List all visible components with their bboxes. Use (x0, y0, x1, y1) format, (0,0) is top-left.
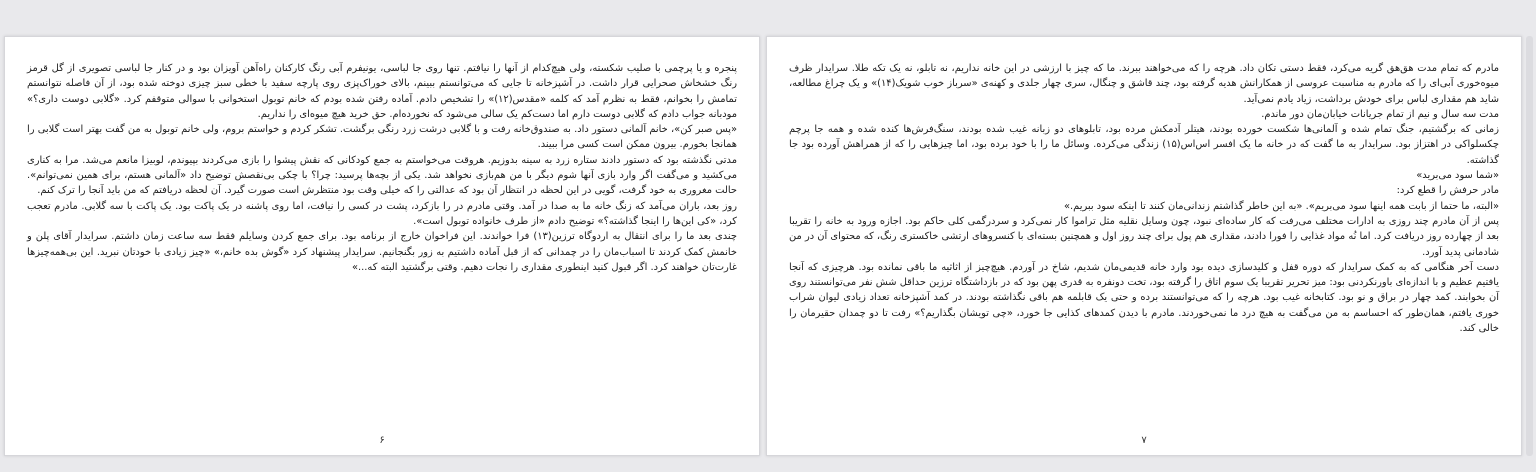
paragraph: مادر حرفش را قطع کرد: (1396, 185, 1499, 197)
paragraph: مدت سه سال و نیم از تمام جریانات خیابان‌مان دور ماندم. (1261, 108, 1499, 120)
paragraph: «البته، ما حتما از بابت همه اینها سود می‌بریم». «به این خاطر گذاشتم زندانی‌مان کنند تا اینکه سود ببریم.» (1063, 200, 1499, 212)
paragraph: چندی بعد ما را برای انتقال به اردوگاه ترزین(۱۳) فرا خواندند. این فراخوان خارج از برنامه بود. برای جمع کردن وسایلم فقط سه ساعت زمان داشتم. سرایدار آقای پلن و خانمش کمک کردند تا اسباب‌مان را در چمدانی که از قبل آماده داشتیم به زور بگنجانیم. سرایدار پیشنهاد کرد «گوش بده خانم،» «چیز زیادی با خودتان نبرید. این بی‌همه‌چیزها غارت‌تان خواهند کرد. اگر قبول کنید اینطوری مقداری را نجات دهیم. وقتی برگشتید البته که...» (27, 231, 737, 273)
paragraph: زمانی که برگشتیم، جنگ تمام شده و آلمانی‌ها شکست خورده بودند، هیتلر آدمکش مرده بود، تابلوهای دو زبانه غیب شده بودند، سنگ‌فرش‌ها کنده شده و همه جا پرچم چکسلواکی در اهتزاز بود. سرایدار به ما گفت که در خانه ما یک افسر اس‌اس(۱۵) زندگی می‌کرده. وسائل ما را با خود برده بود، اما چیزهایی را که از همراهش آورده بود جا گذاشته. (789, 124, 1499, 166)
paragraph: «پس صبر کن»، خانم آلمانی دستور داد. به صندوق‌خانه رفت و با گلابی درشت زرد رنگی برگشت. تشکر کردم و خواستم بروم، ولی خانم توبول به من گفت بهتر است گلابی را همانجا بخورم. بیرون ممکن است کسی مرا ببیند. (27, 124, 737, 151)
right-page (766, 36, 1522, 456)
left-page (4, 36, 760, 456)
page-number: ۶ (379, 435, 385, 446)
paragraph: دست آخر هنگامی که به کمک سرایدار که دوره قفل و کلیدسازی دیده بود وارد خانه قدیمی‌مان شدیم، شاخ در آوردم. هیچ‌چیز از اثاثیه ما باقی نمانده بود. هرچیزی که آنجا یافتیم عظیم و با اندازه‌ای باورنکردنی بود: میز تحریر تقریبا یک سوم اتاق را گرفته بود، تخت دونفره به قدری پهن بود که در بازداشتگاه ترزین حداقل شش نفر می‌توانستند روی آن بخوابند. کمد چهار در براق و نو بود. کتابخانه غیب بود. هرچه را که می‌توانستند برده و حتی یک قابلمه هم باقی نگذاشته بودند. در کمد آشپزخانه تعداد زیادی لیوان شراب خوری یافتم، همان‌طور که احساسم به من می‌گفت به هیچ درد ما نمی‌خوردند. مادرم با دیدن کمدهای کذایی جا خورد، «چی تویشان بگذاریم؟» رفت تا دو چمدان حقیرمان را خالی کند. (789, 261, 1499, 335)
right-page-body (789, 61, 1499, 336)
paragraph: مادرم که تمام مدت هق‌هق گریه می‌کرد، فقط دستی تکان داد. هرچه را که می‌خواهند ببرند. ما که چیز با ارزشی در این خانه نداریم، نه تابلو، نه یک تکه طلا. سرایدار ظرف میوه‌خوری آبی‌ای را که مادرم به مناسبت عروسی از همکارانش هدیه گرفته بود، چند قاشق و چنگال، سری چهار جلدی و کهنه‌ی «سرباز خوب شویک(۱۴)» و یک چراغ مطالعه، شاید هم مقداری لباس برای خودش برداشت، زیاد یادم نمی‌آید. (789, 63, 1499, 105)
paragraph: پس از آن مادرم چند روزی به ادارات مختلف می‌رفت که کار ساده‌ای نبود، چون وسایل نقلیه مثل تراموا کار نمی‌کرد و سردرگمی کلی حاکم بود. اجازه ورود به خانه را تقریبا بعد از چهارده روز دریافت کرد. اما نُه مواد غذایی را فورا دادند، مقداری هم پول برای چند روز اول و همچنین بسته‌ای با کنسروهای ارتشی خاکستری رنگ، که محتوای آن در من شادمانی پدید آورد. (789, 215, 1499, 258)
page-number: ۷ (1141, 435, 1147, 446)
paragraph: پنجره و یا پرچمی با صلیب شکسته، ولی هیچ‌کدام از آنها را نیافتم. تنها روی جا لباسی، یونیفرم آبی رنگ کارکنان راه‌آهن آویزان بود و در کنار جا لباسی تصویری از گل قرمز رنگ خشخاش صحرایی قرار داشت. در آشپزخانه تا جایی که می‌توانستم ببینم، بالای خوراک‌پزی روی پارچه سفید با خطی سبز چیزی دوخته شده بود، از آن فاصله نتوانستم تمامش را بخوانم، فقط به نظرم آمد که کلمه «مقدس(۱۲)» را تشخیص دادم. آماده رفتن شده بودم که خانم توبول استخوانی با سوالی متوقفم کرد. «گلابی دوست داری؟» مودبانه جواب دادم که گلابی دوست دارم اما دست‌کم یک سالی می‌شود که نخورده‌ام. حق خرید هیچ میوه‌ای را نداریم. (27, 63, 738, 120)
left-page-body (27, 61, 737, 275)
paragraph: مدتی نگذشته بود که دستور دادند ستاره زرد به سینه بدوزیم. هروقت می‌خواستم به جمع کودکانی که نقش پیشوا را بازی می‌کردند بپیوندم، لوبیزا مانعم می‌شد. مرا به کناری می‌کشید و می‌گفت اگر وارد بازی آنها شوم دیگر با من هم‌بازی نخواهد شد. یکی از بچه‌ها پرسید: چرا؟ با چکی بی‌نقصش توضیح داد «آلمانی هستم، برای همین نمی‌توانم». حالت مغروری به خود گرفت، گویی در این لحظه در انتظار آن بود که عدالتی را که خیلی وقت بود منتظرش است صورت گیرد. آن لحظه دریافتم که من باید آنجا را ترک کنم. (27, 154, 737, 197)
paragraph: روز بعد، باران می‌آمد که زنگ خانه ما به صدا در آمد. وقتی مادرم در را بازکرد، پشت در کسی را نیافت، اما روی پاشنه در یک پاکت بود. یک پاکت با سه گلابی. مادرم تعجب کرد، «کی این‌ها را اینجا گذاشته؟» توضیح دادم «از طرف خانواده توبول است». (27, 200, 737, 227)
vertical-scrollbar[interactable] (1526, 36, 1533, 456)
paragraph: «شما سود می‌برید» (1416, 170, 1499, 182)
